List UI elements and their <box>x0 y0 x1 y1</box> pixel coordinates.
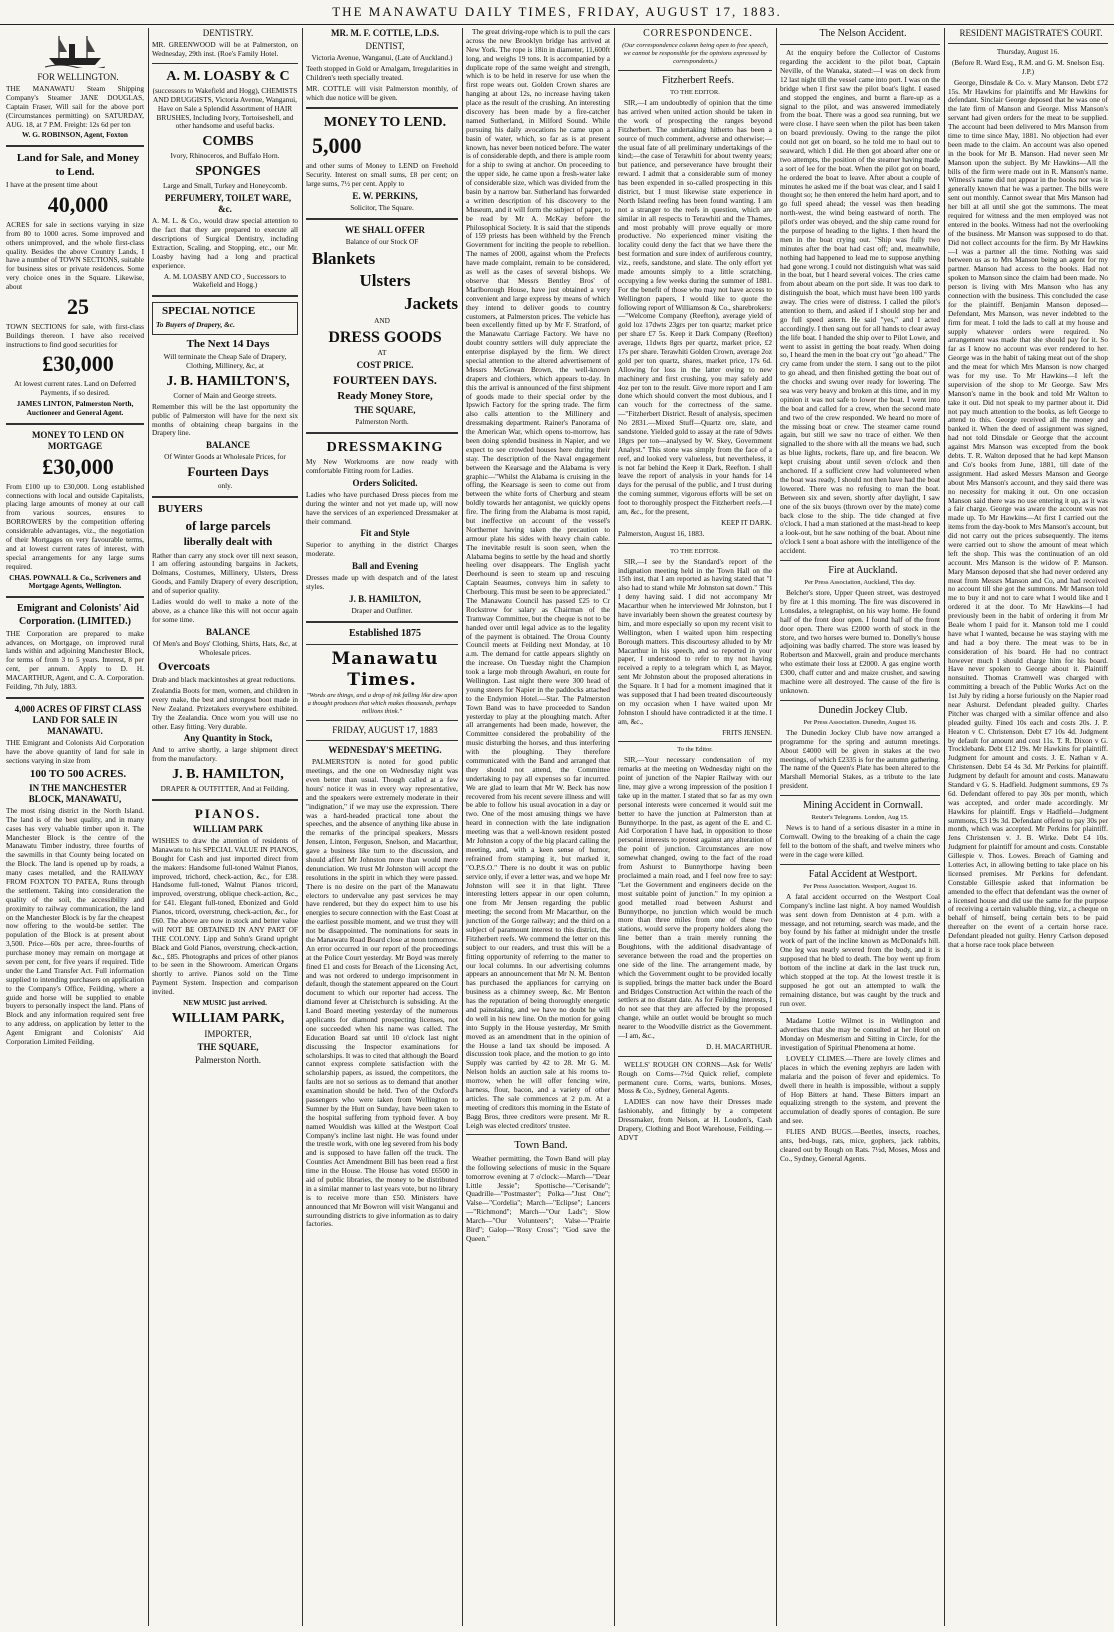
ship-heading: FOR WELLINGTON. <box>37 72 119 82</box>
ulsters-text: Ulsters <box>359 271 411 291</box>
anyqty-body: And to arrive shortly, a large shipment direct from the manufactory. <box>152 745 298 764</box>
cornwall-dateline: Reuter's Telegrams. London, Aug 15. <box>811 814 909 822</box>
to-editor: TO THE EDITOR. <box>670 89 720 97</box>
masthead: THE MANAWATU DAILY TIMES, FRIDAY, AUGUST 17, 1883. <box>0 0 1114 25</box>
fitz-date: Palmerston, August 16, 1883. <box>618 528 705 538</box>
square-text: THE SQUARE, <box>354 405 416 416</box>
perfumery-heading: PERFUMERY, TOILET WARE, &c. <box>164 193 292 215</box>
land-amount: £30,000 <box>42 351 114 377</box>
perkins-name: E. W. PERKINS, <box>352 190 418 201</box>
remember-notice: Remember this will be the last opportunity the public of Palmerston will have for the next six months of obtaining cheap bargains in the Drapery line. <box>152 401 298 438</box>
rather-body: Rather than carry any stock over till next season, I am offering astounding bargains in Jackets, Dolmans, Costumes, Millinery, Ulsters, Dress Goods, and Family Drapery of every description, and of superior quality. <box>152 550 298 596</box>
hamilton-address: Corner of Main and George streets. <box>173 390 277 400</box>
money-heading: MONEY TO LEND. <box>323 115 447 131</box>
balance-heading: BALANCE <box>205 626 250 637</box>
wells-advert: WELLS' ROUGH ON CORNS—Ask for Wells' Rough on Corns—7½d Quick relief, complete permanent cure. Corns, warts, bunions. Moses, Moss & Co., Sydney, General Agents. <box>618 1059 772 1096</box>
flies-bugs: FLIES AND BUGS.—Beetles, insects, roaches, ants, bed-bugs, rats, mice, gophers, jack rabbits, cleared out by Rough on Rats. 7½d, Moses, Moss and Co., Sydney, General Agents. <box>780 1127 940 1163</box>
pn-text: Palmerston North. <box>355 417 409 427</box>
balance-stock: Balance of our Stock OF <box>345 236 419 246</box>
fire-heading: Fire at Auckland. <box>828 564 898 576</box>
pianos-heading: PIANOS. <box>194 806 262 822</box>
rm-date: Thursday, August 16. <box>996 46 1060 56</box>
local-news-body: The great driving-rope which is to pull the cars across the new Brooklyn bridge has arrived at New York. The rope is 18in in diameter, 11,600ft long, and weighs 19 tons. It is accompanied by a duplicate rope of the same weight and strength, which is to be held in reserve for use when the first rope wears out. Golden Crown shares are hanging at about 12s, no increase having taken place as the result of the crushing. An interesting discovery has been made by a fire-catcher named Sutherland, in Milford Sound. While pursuing his daily avocations he came upon a basin of water, which, so far as is at present known, has never been noticed before. The water is of considerable depth, and there is ample room for a ship to swing at anchor. On proceeding to the upper side, he came upon a fresh-water lake of considerable size, which was divided from the basin by a narrow bar. Sutherland has forwarded a written description of his discovery to the Museum, and it will form the subject of paper, to be read by Mr A. McKay before the Philosophical Society. It is said that the stipends of 159 priests has been withheld by the French Government for inciting the people to rebellion. The names of 2000, against whom the Prefects have made complaint, remain to be considered, as well as the cases of several bishops. We observe that Messrs Bentley Bros' of Marlborough House, have just obtained a very convenient and large express by means of which they intend to deliver goods to country customers, at Palmerston prices. The vehicle has been excellently fitted up by Mr F. Stratford, of the Manawatu Carriage Factory. We have no doubt country settlers will duly appreciate the enterprise displayed by the firm. We direct special attention to the altered advertisement of Messrs McGowan Brown, the well-known drapers and clothiers, which appears to-day. In this the arrival is announced of the first shipment of goods made to their special order by the Ipswich Factory for the spring trade. The firm also calls attention to the Millinery and dressmaking department. Rainer's Panorama of the American War, which opens to-morrow, has been doing splendid business in Napier, and we expect to see crowded houses here during their stay. The description of the Naval engagement between the Kearsage and the Alabama is very graphic—"Whilst the Alabama is cruising in the offing, the Kearsage is seen to come out from between the white forts of Cherburg and steam boldly towards her antagonist, we quickly opens fire. The firing from the Alabama is most rapid, but ineffective on account of the vessel's Northerner having taken the precaution to armour plate his sides with heavy chain cable. The inevitable result is soon seen, when the Alabama begins to settle by the head and shortly heeling over disappears. The English yacht Deerhound is seen to steam up and rescuing Captain Seaumes, conveys him in safety to Cherbourg. This must be seen to be appreciated." The Manawatu Council has passed £25 to Cr Rockstrow for salary as Chairman of the Tramway Committee, but the cheque is not to be handed over until legal advice as to the legality of the payment is obtained. The Oroua County Council meets at Feilding next Monday, at 10 a.m. The demand for cattle appears slightly on the increase. On Tuesday night the Champion took a large mob through Awahuri, en route for Wellington. Last night there were 300 head of young steers for Napier in the paddocks attached to the Endymion Hotel.—Star. The Palmerston Town Band was to have proceeded to Sandon yesterday to play at the ploughing match. After all arrangements had been made, however, the Committee considered the probability of the music disturbing the horses, and thus interfering with the ploughing. They therefore communicated with the Band and arranged that they should not attend, the Committee undertaking to pay all expenses so far incurred. We are glad to learn that Mr W. Beck has now recovered from his recent severe illness and will be able to follow his usual avocation in a day or two. One of the most amusing things we have heard in connection with the late indignation meeting was that a well-known resident posted Mr Johnston a copy of the big placard calling the meeting, and, with a keen sense of humor, refrained from stamping it, but marked it, "O.P.S.O." There is no doubt it was on public service only, if ever a letter was, and we hope Mr Johnston will see it in that light. Three interesting letters appear in our open column, one from Mr Jensen regarding the public meeting; the second from Mr Macarthur, on the junction of the Gorge railway; and the third on a subject of paramount interest to this district, the Fitzherbert reefs. We commend the letter on this subject to our readers, and trust this will be a fitting opportunity of referring to the matter to our local columns. In our advertising columns appears an announcement that Mr N. M. Benton has purchased the appliances for carrying on business as a chimney sweep, &c. Mr Benton has the reputation of being thoroughly energetic and painstaking, and we have no doubt he will do well in his new line. On the motion for going into Supply in the House yesterday, Mr Smith moved as an amendment that in the opinion of the House a land tax should be imposed. A discussion took place, and the motion to go into Supply was carried by 42 to 28. Mr G. M. Nelson holds an auction sale at his rooms to-morrow, when he will offer fencing wire, harness, flour, bacon, and a variety of other articles. The sale commences at 2 p.m. At a meeting of creditors this morning in the Estate of Bagg Bros, three creditors were present. Mr R. Leigh was elected creditors' trustee. <box>466 28 610 1130</box>
land-sections-count: 25 <box>67 293 89 319</box>
hamilton-sub: Draper and Outfitter. <box>351 605 413 615</box>
only-text: only. <box>217 481 233 491</box>
jockey-heading: Dunedin Jockey Club. <box>818 704 908 716</box>
jockey-body: The Dunedin Jockey Club have now arranged a programme for the spring and autumn meetings. About £4000 will be given in stakes at the two meetings, of which £2335 is for the autumn gathering. The name of the Queen's Plate has been altered to the Marshall Memorial Stakes, as a tribute to the late president. <box>780 727 940 791</box>
acres-range: 100 TO 500 ACRES. <box>29 767 127 780</box>
westport-dateline: Per Press Association. Westport, August 16. <box>803 882 917 890</box>
blankets-text: Blankets <box>312 248 376 268</box>
sponges-heading: SPONGES <box>195 164 261 180</box>
dentistry-heading: DENTISTRY. <box>202 28 254 38</box>
column-rule <box>776 28 777 1626</box>
sponges-body: Large and Small, Turkey and Honeycomb. <box>162 181 288 191</box>
acres-body: The most rising district in the North Island. The land is of the best quality, and in many cases has very valuable timber upon it. The Manchester Block is the centre of the Manawatu Timber industry, three fourths of the sawmills in that County being located on the Block. The land is opened up by roads, a many cases metalled, and the RAILWAY FROM FOXTON TO PATEA, Runs through the settlement. Taking into consideration the quality of the soil, the accessibility and proximity to railway communication, the land on the Manchester Block is by far the cheapest now offering to the would-be settler. The population of the Block is at present about 3,500. Price—60s per acre, three-fourths of purchase money may remain on mortgage at seven per cent, for five years if required. Title under the Land Transfer Act. Full information supplied to intending purchasers on application to the Company's Office, Feilding, where a guide and horse will be supplied to enable buyers to personally inspect the land. Plans of Block and any information required sent free to any address, on application by letter to the Agent Emigrant and Colonists' Aid Corporation Limited Feilding. <box>6 805 144 1046</box>
and-text: AND <box>374 315 390 325</box>
liberally-heading: liberally dealt with <box>183 536 273 549</box>
orders-heading: Orders Solicited. <box>352 477 418 488</box>
ladies-advert: LADIES can now have their Dresses made fashionably, and fittingly by a competent Dressmaker, from Nelson, at H. Loudon's, Cash Drapery, Clothing and Boot Warehouse, Feilding.—ADVT <box>618 1097 772 1142</box>
newspaper-title: Manawatu Times. <box>331 648 439 690</box>
special-notice-sub: To Buyers of Drapery, &c. <box>156 319 235 329</box>
dress-goods-text: DRESS GOODS <box>328 328 442 346</box>
fit-heading: Fit and Style <box>360 528 410 539</box>
cottle-visit: MR. COTTLE will visit Palmerston monthly, of which due notice will be given. <box>306 83 458 102</box>
fitz-body: SIR,—I am undoubtedly of opinion that the time has arrived when united action should be taken in the work of prospecting the ranges beyond Fitzherbert. The undertaking hitherto has been a source of much comment, adverse and otherwise;—the usual fate of all preliminary undertakings of the kind;—the case of Terawhiti for about twenty years; but patience, and perseverance have brought their reward. I admit that a considerable sum of money has been expended in so-called prospecting in this district, but I must likewise state experience in North Island reefing has been found wanting. I am not a stranger to the reefs in question, which are similar in all respects to Terawhiti and the Thames, and most probably will prove equally or more productive. No experienced miner visiting the locality could deny the fact that we have there the best formation and sure index of auriferous country, viz., reefs, sandstone, and slate. The only effort yet made amounts simply to a little scratching, occupying a few weeks during the summer of 1881. For the benefit of those who may not have access to Wellington papers, I would like to quote the following report of Williamson & Co., sharebrokers:—"Welcome Company (Reefton), average yield of gold loz 17dwts 23grs per ton quartz; market price per share £7 5s. Keep it Dark Company (Reefton) average, 11dwts 8grs per quartz, market price, £2 17s per share. Terawhiti Golden Crown, average 2oz gold per ton quartz, shares, market price, 17s 6d. Allowing for loss in the latter owing to new machinery and first crushing, you may safely add 4oz per ton to the result. Give more report and I am done which should convert the most dubious, and I can vouch for the correctness of the same.—"Fitzherbert District. Result of analysis, specimen No 2831.—Mixed Stuff—Quartz ore, slate, and sandstone. Yielded gold to assay at the rate of 9dwts 18grs per ton—analysed by W. Skey, Government Analyst." This stone was simply from the face of a reef, and looked very valueless, but nevertheless, it is not far behind the Keep it Dark, Reefton. I shall leave the report of analysis in your hands for 14 days for the perusal of the public, and I trust during the coming summer, vigorous efforts will be set on foot to thoroughly prospect the Fitzherbert reefs.—I am, &c., for the present, <box>618 98 772 517</box>
ready-money-store: Ready Money Store, <box>337 389 433 402</box>
balance-body: Of Men's and Boys' Clothing, Shirts, Hats, &c, at Wholesale prices. <box>152 638 298 657</box>
fire-dateline: Per Press Association, Auckland, This day. <box>804 579 916 587</box>
park-heading: WILLIAM PARK, <box>171 1010 285 1026</box>
hamilton-name: J. B. HAMILTON, <box>349 593 421 604</box>
ladies-body: Ladies would do well to make a note of the above, as a chance like this will not occur again for some time. <box>152 597 298 624</box>
jensen-signature: FRITS JENSEN. <box>722 727 772 737</box>
established-text: Established 1875 <box>349 627 421 639</box>
ship-agent: W. G. ROBINSON, Agent, Foxton <box>22 130 128 140</box>
buyers-heading: BUYERS <box>158 502 203 515</box>
pianos-body: WISHES to draw the attention of residents of Manawatu to his SPECIAL VALUE IN PIANOS, Bought for Cash and just imported direct from the makers: Handsome full-toned Walnut Pianos, improved, trichord, check-action, &c., for £38. Handsome full-toned, Walnut Pianos tricord, improved, overstrung, oblique check-action, &c., for £41. Elegant full-toned, Ebonized and Gold Pianos, tricord, overstrung, check-action, &c., for £60. The above are now in stock and better value will NOT BE OBTAINED IN ANY PART OF THE COLONY. Lipp and Sohn's Grand upright Black and Gold Pianos, overstrung, check-action, &c., £85. Photographs and prices of other pianos to be seen in the Showroom. American Organs shortly to arrive. Pianos sold on the Time Payment System. Inspection and comparison invited. <box>152 835 298 997</box>
balance-body: Of Winter Goods at Wholesale Prices, for <box>164 452 286 462</box>
at-text: AT <box>377 348 387 358</box>
cottle-body: Teeth stopped in Gold or Amalgam, Irregularities in Children's teeth specially treated. <box>306 63 458 82</box>
macarthur-body: SIR,—Your necessary condensation of my remarks at the meeting on Wednesday night on the point of junction of the Napier Railway with our line, may give a wrong impression of the position I take up in the matter. I stated that so far as my own personal interests were concerned it would suit me better to have the junction at Palmerston than at Bunnythorpe. In the past, as agent of the E. and C. Aid Corporation I have had, in opposition to those personal interests to protest against any alteration of the point of junction. Circumstances are now somewhat changed, owing to the fact of the road from Ashurst to Bunnythorpe having been proclaimed a main road, and I feel now free to say: "Let the Government and engineers decide on the most suitable point of junction." In my opinion a good metalled road between Ashurst and Bunnythorpe, no junction which would be much more than three miles from one of these two stations, would serve the property holders along the line better than a train merely running the Boughtons, with the additional disadvantage of severance between the road and the properties on one side of the line. The arrangement made, by which the Government ought to be provided locally is supplied, brings the matter back under the Board and Bridges Construction Act within the reach of the settlers at no distant date. As for Feilding interests, I do not see that they are affected by the proposed change, while an outlet would be brought so much nearer to the Woodville district as the Government.—I am, &c., <box>618 755 772 1040</box>
lottie-notice: Madame Lottie Wilmot is in Wellington and advertises that she may be consulted at her Hotel on Monday on Mesmerism and Sitting in Circle, for the investigation of Spiritual Phenomena at home. <box>780 1016 940 1053</box>
anyqty-heading: Any Quantity in Stock, <box>183 733 273 744</box>
mortgage-agent: CHAS. POWNALL & Co., Scriveners and Mortgage Agents, Wellington. <box>9 572 141 591</box>
land-heading: Land for Sale, and Money to Lend. <box>16 152 140 178</box>
perkins-sub: Solicitor, The Square. <box>350 202 414 212</box>
combs-heading: COMBS <box>202 134 254 150</box>
rm-before: (Before R. Ward Esq., R.M. and G. M. Snelson Esq. J.P.) <box>951 57 1105 76</box>
dateline: FRIDAY, AUGUST 17, 1883 <box>332 725 438 736</box>
column-5 <box>618 28 772 1628</box>
square-text: THE SQUARE, <box>197 1041 259 1052</box>
to-editor: To the Editor. <box>677 746 713 754</box>
palmerston-text: Palmerston North. <box>195 1054 261 1065</box>
land-acres: 40,000 <box>47 192 109 218</box>
loasby-body: (successors to Wakefield and Hogg), CHEMISTS AND DRUGGISTS, Victoria Avenue, Wanganui, Have on Sale a Splendid Assortment of HAIR BRUSHES, Including Ivory, Tortoiseshell, and other handsome and useful backs. <box>152 85 298 131</box>
land-body: ACRES for sale in sections varying in size from 80 to 1000 acres. Some improved and others unimproved, and the whole first-class quality. Besides the above Country Lands, I have a number of TOWN SECTIONS, suitable for business sites or private residences. Some very choice ones in the Square. Likewise, about <box>6 219 144 292</box>
loasby-body: A. M. L. & Co., would draw special attention to the fact that they are prepared to execute all descriptions of Surgical Dentistry, including Extraction, Scaling, and Stopping, etc., our Mr. Loasby having had a long and practical experience. <box>152 216 298 270</box>
column-rule <box>614 28 615 1626</box>
next14-body: Will terminate the Cheap Sale of Drapery, Clothing, Millinery, &c, at <box>163 351 287 370</box>
acres-body: THE Emigrant and Colonists Aid Corporation have the above quantity of land for sale in sections varying in size from <box>6 737 144 765</box>
overcoats-body: Drab and black mackintoshes at great reductions. <box>152 675 296 685</box>
band-body: Weather permitting, the Town Band will play the following selections of music in the Square tomorrow evening at 7 o'clock:—March—"Dear Little Jessie"; Spottische—"Cerisande"; Quadrille—"Postmaster"; Polka—"Just One"; Valse—"Cordelia"; March—"Eclipse"; Lancers—"Richmond"; March—"Our Lads"; Slow March—"Our Volunteers"; Valse—"Prairie Bird"; Galop—"Rosy Cross"; "God save the Queen." <box>466 1153 610 1243</box>
dressmaking-body: My New Workrooms are now ready with comfortable Fitting room for Ladies. <box>306 457 458 476</box>
balance-heading: BALANCE <box>205 440 250 451</box>
hamilton-heading: J. B. HAMILTON'S, <box>166 373 290 389</box>
mortgage-heading: MONEY TO LEND ON MORTGAGE <box>31 429 125 451</box>
mortgage-body: From £100 up to £30,000. Long established connections with local and outside Capitalists, placing large amounts of money at our call from various sources, ensures to BORROWERS by the competition offering considerable advantages, viz., the negotiation of their Mortgages on very favourable terms, and at lowest current rates of interest, with special arrangements for any large sums required. <box>6 481 144 571</box>
westport-body: A fatal accident occurred on the Westport Coal Company's incline last night. A boy named Wouldish was sent down from Denniston at 4 p.m. with a message, and not returning, search was made, and the boy found by his father at midnight under the trestle work of part of the incline known as McDonald's hill. One leg was nearly severed from the body, and it is supposed that he bled to death. The boy went up from bottom of the incline at dark in the last truck run, which stopped at the top. At the lowest trestle it is supposed he got out an attempted to walk the remaining distance, but was caught by the truck and run over. <box>780 891 940 1008</box>
fitz-signature: KEEP IT DARK. <box>721 517 772 527</box>
motto: "Words are things, and a drop of ink falling like dew upon a thought produces that which makes thousands, perhaps millions think." <box>306 692 458 716</box>
jockey-dateline: Per Press Association. Dunedin, August 16. <box>803 718 917 726</box>
ship-notice: THE MANAWATU Steam Shipping Company's Steamer JANE DOUGLAS, Captain Fraser, Will sail for the above port (Circumstances permitting) on SATURDAY, AUG. 18, at 7 P.M. Freight: 12s 6d per ton <box>6 83 144 129</box>
land-body: I have at the present time about <box>6 180 98 190</box>
hamilton-sub: DRAPER & OUTFITTER, And at Feilding. <box>160 784 290 794</box>
money-amount: 5,000 <box>312 133 362 159</box>
cottle-address: Victoria Avenue, Wanganui, (Late of Auckland.) <box>311 52 453 62</box>
special-notice-heading: SPECIAL NOTICE <box>162 305 256 318</box>
column-3 <box>306 28 458 1628</box>
macarthur-signature: D. H. MACARTHUR. <box>706 1041 772 1051</box>
jensen-body: SIR,—I see by the Standard's report of the indignation meeting held in the Town Hall on the 15th inst, that I am reported as having stated that "I also had to stand while Mr Johnston sat down." This I deny having said. I did not accompany Mr Macarthur when he interviewed Mr Johnston, but I have invariably been shown the greatest courtesy by him, and more especially so upon my recent visit to Wellington, when I waited upon him respecting Borough matters. This discourtesy alluded to by Mr Macarthur in his speech, and so reported in your paper, I understood to refer to my not having received a reply to a telegram which I, as Mayor, sent Mr Johnston about the proposed alterations in the Square. It I had for a moment imagined that it was supposed that I had been treated discourteously on my occasion when I have waited upon Mr Johnston I should have contradicted it at the time. I am, &c., <box>618 556 772 726</box>
fourteen-days: Fourteen Days <box>187 464 269 480</box>
meeting-body: PALMERSTON is noted for good public meetings, and the one on Wednesday night was even better than usual. Though called at a few hours' notice it was in every way representative, and the speakers were extremely moderate in their "indignation," if we may use the expression. There was a hard-headed practical tone about the speeches, and the absence of anything like abuse in the remarks of the principal speakers, Messrs Jensen, Linton, Ferguson, Snelson, and Macarthur, gave a business like turn to the discussion, and should affect Mr Johnston more than would mere denunciation. We trust Mr Johnston will accept the resolutions in the spirit in which they were passed. There is no desire on the part of the Manawatu electors to undervalue any past services he may have rendered, but they do expect him to use his energies to secure connection with the East Coast at the earliest possible moment, and we trust they will not be disappointed. The nominations for seats in the Manawatu Road Board close at noon tomorrow. An error occurred in our report of the proceedings at the Police Court yesterday. Mr Boyd was merely fined £1 and costs for Breach of the Licensing Act, and was not ordered to undergo imprisonment in default, though the statement appeared on the Court document to which our reporter had access. The diamond fever at Christchurch is subsiding. At the Land Board meeting yesterday of the numerous applicants for diamond prospecting licenses, not one succeeded when his name was called. The Education Board sat until 10 o'clock last night discussing the Inspector examinations for scholarships. It was to cited that although the Board cannot express complete satisfaction with the scholarship papers, as issued, the competitors, the faults are not so serious as to demand that another examination should be held. Two of the Oxford's passengers who were taken from Wellington to Sumner by the Hutt on Sunday, have been taken to the hospital suffering from typhoid fever. A boy named Wouldish was killed at the Westport Coal Company's incline last night. He was found under the trestle work, with one leg severed from his body and is supposed to have fallen off the truck. The Counties Act Amendment Bill has been read a first time in the House. The House has voted £6500 in aid of public libraries, the money to be distributed in a similar manner to last years vote, but no library is to receive more than £50. Ministers have announced that Mr Bowron will visit Wanganui and surrounding districts to give information as to dairy factories. <box>306 757 458 1229</box>
acres-heading: 4,000 ACRES OF FIRST CLASS LAND FOR SALE IN MANAWATU. <box>14 703 142 736</box>
rm-heading: RESIDENT MAGISTRATE'S COURT. <box>959 28 1103 38</box>
column-1 <box>6 28 144 1628</box>
cottle-heading: MR. M. F. COTTLE, L.D.S. <box>331 28 439 38</box>
ball-body: Dresses made up with despatch and of the latest styles. <box>306 573 458 592</box>
orders-body: Ladies who have purchased Dress pieces from me during the winter and not yet made up, will now have the services of an experienced Dressmaker at their command. <box>306 489 458 526</box>
mortgage-amount: £30,000 <box>42 453 114 479</box>
money-body: and other sums of Money to LEND on Freehold Security. Interest on small sums, £8 per cent; on large sums, 7½ per cent. Apply to <box>306 161 458 189</box>
fourteen-days: FOURTEEN DAYS. <box>333 373 437 388</box>
acres-block: IN THE MANCHESTER BLOCK, MANAWATU, <box>28 782 127 804</box>
land-body: At lowest current rates. Land on Deferred Payments, if so desired. <box>14 379 136 398</box>
fitz-heading: Fitzherbert Reefs. <box>662 74 734 86</box>
westport-heading: Fatal Accident at Westport. <box>808 868 918 880</box>
column-rule <box>462 28 463 1626</box>
nelson-heading: The Nelson Accident. <box>819 28 907 39</box>
to-editor: TO THE EDITOR. <box>670 547 720 555</box>
cornwall-heading: Mining Accident in Cornwall. <box>803 800 923 812</box>
rm-body: George, Dinsdale & Co. v. Mary Manson. Debt £72 15s. Mr Hawkins for plaintiffs and Mr Hawkins for defendant. Sinclair George deposed that he was one of the late firm of Manson and George. Miss Manson's servant had given orders for the meat to be supplied. The account had been delivered to Mrs Manson from time to time since May, 1881. No objection had ever been made to the claim. An account was also opened in the book for Mr B. Manson. Had never seen Mr Manson upon the subject. By Mr Hawkins—All the bills of the firm were made out in R. Manson's name. Witness's name did not appear in the books nor was it generally known that he was a partner. The bills were sent out monthly. Cannot swear that Mrs Manson had her bill at all until she got the summons. The meat required for witness and the men employed was not entered in the books. Witness had not the overlooking of the business. Mr Manson was supposed to do that. Did not collect accounts for the firm. By Mr Hawkins—I was a partner all the time. Nothing was said between us as to Mrs Manson being an agent for my partner. Manson had access to the books. Had not spoken to Manson since the claim had been made. No person is living with Mrs Manson who has any connection with the business. This concluded the case for the plaintiff. Benjamin Manson deposed—Defendant, Mrs Manson, was never indebted to the firm for meat. I told the lads to call at my house and supply whatever orders were required. No arrangement was made that she should pay for it. So far as I know no account was ever rendered to her. George was in the habit of taking meat out of the shop and the meat for which Mrs Manson is now charged was for my use. To Mr Hawkins—I left the supervision of the shop to Mr George. Saw Mrs Manson's name in the book and told Mr Walton to take it out. Did not speak to my partner about it. Did not pay much attention to the books, as left George to attend to this. George received all the money and banked it. When the deed of assignment was signed, had not told Dinsdale or George that the account against Mrs Manson was excepted from the book debts. T. R. Walton deposed that he had kept Manson and Co's books from June, 1881, till date of the assignment. Had asked Messrs Manson and George about Mrs Manson's account, and they said there was no necessity for making it out. On one occasion Manson said there was no use entering it up, as it was a fair charge. George was aware the account was not made up. To Mr Hawkins—At first I carried out the items from the day-book to Mrs Manson's account, but did not carry out the prices subsequently. The items were carried out to show the amount of meat which left the shop. This was the continuation of an old account. Mrs Manson is the widow of P. Manson. Mary Manson deposed that she had never ordered any meat from Messrs Manson and Co, and had received no account till she got the summons. Mr Manson told me to buy it and not to care what I would like and I ordered it at the door. To Mr Hawkins—I had previously been in the habit of ordering it from Mr Beale whom I paid for it. Manson told me I could have what I wanted, because he was staying with me and had a boy there. The meat was to be in consideration of his board. He had no contract however much I should charge him for his board. Have never spoken to George about it. Plaintiff nonsuited. Thomas Cramwell was charged with committing a breach of the Public Works Act on the 1st July by riding a horse furiously on the Napier road near Ashurst. Defendant pleaded guilty. Charles Pitcher was charged with a similar offence and also pleaded guilty. Fined 10s each and costs 20s. J. P. Heaton v C. Christenson. Debt £7 10s 4d. Judgment by default for amount and cost 11s. T. R. Dixon v G. Trocklebank. Debt £12 19s. Mr Hawkins for plaintiff. Judgment for amount and costs. J. E. Nathan v A. Christensen. Debt £4 4s 3d. Mr Perkins for plaintiff. Judgment by default for amount and costs. Manawatu Standard v G. S. Hadfield. Judgment summons, £9 7s 6d. Defendant offered to pay 30s per month, which was accepted, and order made accordingly. Mr Hawkins for plaintiff. Engs v Hadfield—Judgment summons, £3 19s 3d. Defendant offered to pay 30s per month, which was accepted. Mr Perkins for plaintiff. Jens Christensen v. J. B. Wirke. Debt £4 10s. Judgment for plaintiff for amount and costs. Constable Gillespie v. Thos. Lowes. Breach of Gaming and Lotteries Act, in allowing betting to take place on his licensed premises. Mr Perkins for defendant. Constable Gillespie asked that information be amended to the effect that defendant was the owner of a licensed house and did use the same for the purpose of receiving a certain valuable thing, viz., a cheque on behalf of himself, being certain bets to be paid thereafter on the event of a certain horse race. Defendant pleaded not guilty. Henry Carlson deposed that a horse race took place between <box>948 77 1108 950</box>
emigrant-body: THE Corporation are prepared to make advances, on Mortgage, on improved rural lands within and adjoining Manchester Block, for terms of from 3 to 5 years. Interest, 8 per cent, per annum. Apply to D. H. MACARTHUR, Agent, and C. A. Corporation. Feilding, 7th July, 1883. <box>6 628 144 692</box>
column-rule <box>944 28 945 1626</box>
zealandia-body: Zealandia Boots for men, women, and children in every make, the best and strongest boot made in New Zealand. Prizetakers everywhere exhibited. Try the Zealandia. Once worn you will use no other. Easy fitting. Very durable. <box>152 685 298 731</box>
column-2 <box>152 28 298 1628</box>
column-rule <box>302 28 303 1626</box>
importer-text: IMPORTER, <box>204 1028 252 1039</box>
hamilton-heading: J. B. HAMILTON, <box>172 767 284 783</box>
fire-body: Belcher's store, Upper Queen street, was destroyed by fire at 1 this morning. The fire was discovered in Lonsdales, a telegraphist, on his way home. He found half of the front door open. I found half of the front door open. There was £2000 worth of stock in the store, and two horses were burned to. Donelly's house adjoining was badly charred. The store was leased by Robertson and Maxwell, grain and produce merchants who estimate their loss at £2000. A gas engine worth £300, chaff cutter and and maize crusher, and sawing machine were all destroyed. The cause of the fire is unknown. <box>780 588 940 695</box>
column-6 <box>780 28 940 1628</box>
ball-heading: Ball and Evening <box>351 561 419 572</box>
cost-price: COST PRICE. <box>356 360 414 371</box>
cornwall-body: News is to hand of a serious disaster in a mine in Cornwall. Owing to the breaking of a chain the cage fell to the bottom of the shaft, and twelve miners who were in the cage were killed. <box>780 823 940 859</box>
meeting-heading: WEDNESDAY'S MEETING. <box>328 745 442 756</box>
loasby-heading: A. M. LOASBY & C <box>166 68 290 84</box>
loasby-signature: A. M. LOASBY AND CO , Successors to Wakefield and Hogg.) <box>163 271 287 290</box>
nelson-body: At the enquiry before the Collector of Customs regarding the accident to the pilot boat, Captain Neville, of the Wanaka, stated:—I was on deck from 12 last night till the vessel came into port. I was on the bridge when I first saw the pilot boat's light. I eased and stopped the engines, and burnt a flare-up as a signal to the pilot, and was answered immediately from the boat. There was a good sea running, but we were close. I have seen when the pilot has been taken on board previously. Owing to the range the pilot could not get on board, so he told me to haul out to seaward, which I did. He then got aboard after one or two attempts, the position of the steamer having made a sort of lee for the boat. When the pilot got on board, he ordered the boat to leave. After about a couple of minutes he asked me if the boat was clear, and I said I thought so; he then entered the helm hard aport, and to go full speed ahead; the vessel was then heading north-west, the wind being eastward of north. The pilot's order was obeyed, and the ship came round for the purpose of heading to the lights. I then heard the men in the boat crying out. "Ship was fully two minutes after the boat had cast off; and, meanwhile, nothing had happened to lead me to suppose anything had gone wrong. I could not distinguish what was said in the boat, but I heard several voices. The cries came from about abeam on the port side. It was too dark to distinguish the boat, which must have been 100 yards away. The cries were of distress. I called the pilot's attention to them, and asked if I should stop her and go full speed astern. He said "yes," and I acted accordingly. I then sang out for all hands to clear away the life boat. I handed the ship over to Pilot Lowe, and went to assist in getting the boat ready. When doing so, I heard the men in the boat cry out "go ahead." The cry came from under the stern. I sang out to the pilot to go ahead, and then finished getting the boat out of the chocks and swung over ready for lowering. The sea was very heavy and broken at this time, and in my opinion it was not safe to lower the boat. I went into the boat and called for a crew, when the second mate and two of the crew responded. We heard no more of the missing boat or crew. The steamer came round again, but still we saw no trace of either. We then signalled to the shore with all the means we had, such as blue lights, rockets, flare up, and fire beacon. We kept cruising about until seven o'clock and then anchored. If a sufficient crew had volunteered when the boat was ready, I should not then have had the boat lowered. There was no refusing to man the boat. Between six and seven, shortly after daylight, I saw one of the six buoys (thrown over by the mate) come back close to the ship. The tide changed at five o'clock. I had a man stationed at the mast-head to keep a look-out, but he saw nothing of the boat. About nine o'clock I sent a boat ashore with the intelligence of the accident. <box>780 48 940 556</box>
correspondence-heading: CORRESPONDENCE. <box>643 28 753 39</box>
column-4 <box>466 28 610 1628</box>
jackets-text: Jackets <box>404 294 458 314</box>
next14-heading: The Next 14 Days <box>186 337 270 350</box>
park-heading: WILLIAM PARK <box>192 824 264 834</box>
new-music: NEW MUSIC just arrived. <box>183 998 267 1007</box>
correspondence-disclaimer: (Our correspondence column being open to free speech, we cannot be responsible for the opinions expressed by correspondents.) <box>622 42 768 66</box>
steamship-icon <box>45 32 105 68</box>
fit-body: Superior to anything in the district Charges moderate. <box>306 540 458 559</box>
dressmaking-heading: DRESSMAKING <box>326 440 444 456</box>
lovely-climes: LOVELY CLIMES.—There are lovely climes and places in which the evening zephyrs are laden with malaria and the poison of fever and epidemics. To dwell there in health is impossible, without a supply of Hop Bitters at hand. These Bitters impart an equalizing strength to the system, and prevent the accumulation of deadly spores of contagion. Be sure and see. <box>780 1054 940 1126</box>
parcels-heading: of large parcels <box>185 518 271 534</box>
emigrant-heading: Emigrant and Colonists' Aid Corporation. (LIMITED.) <box>17 603 139 627</box>
special-notice-box <box>152 302 298 334</box>
column-7 <box>948 28 1108 1628</box>
combs-body: Ivory, Rhinoceros, and Buffalo Horn. <box>170 151 280 161</box>
land-body: TOWN SECTIONS for sale, with first-class Buildings thereon. I have also received instructions to find good securities for <box>6 321 144 349</box>
land-agent: JAMES LINTON, Palmerston North, Auctioneer and General Agent. <box>16 399 134 417</box>
dentist-label: DENTIST, <box>365 40 405 51</box>
offer-heading: WE SHALL OFFER <box>344 224 425 235</box>
greenwood-notice: MR. GREENWOOD will be at Palmerston, on Wednesday, 29th inst. (Roe's Family Hotel. <box>152 39 298 58</box>
band-heading: Town Band. <box>514 1139 568 1152</box>
column-rule <box>148 28 149 1626</box>
overcoats-heading: Overcoats <box>158 659 210 674</box>
